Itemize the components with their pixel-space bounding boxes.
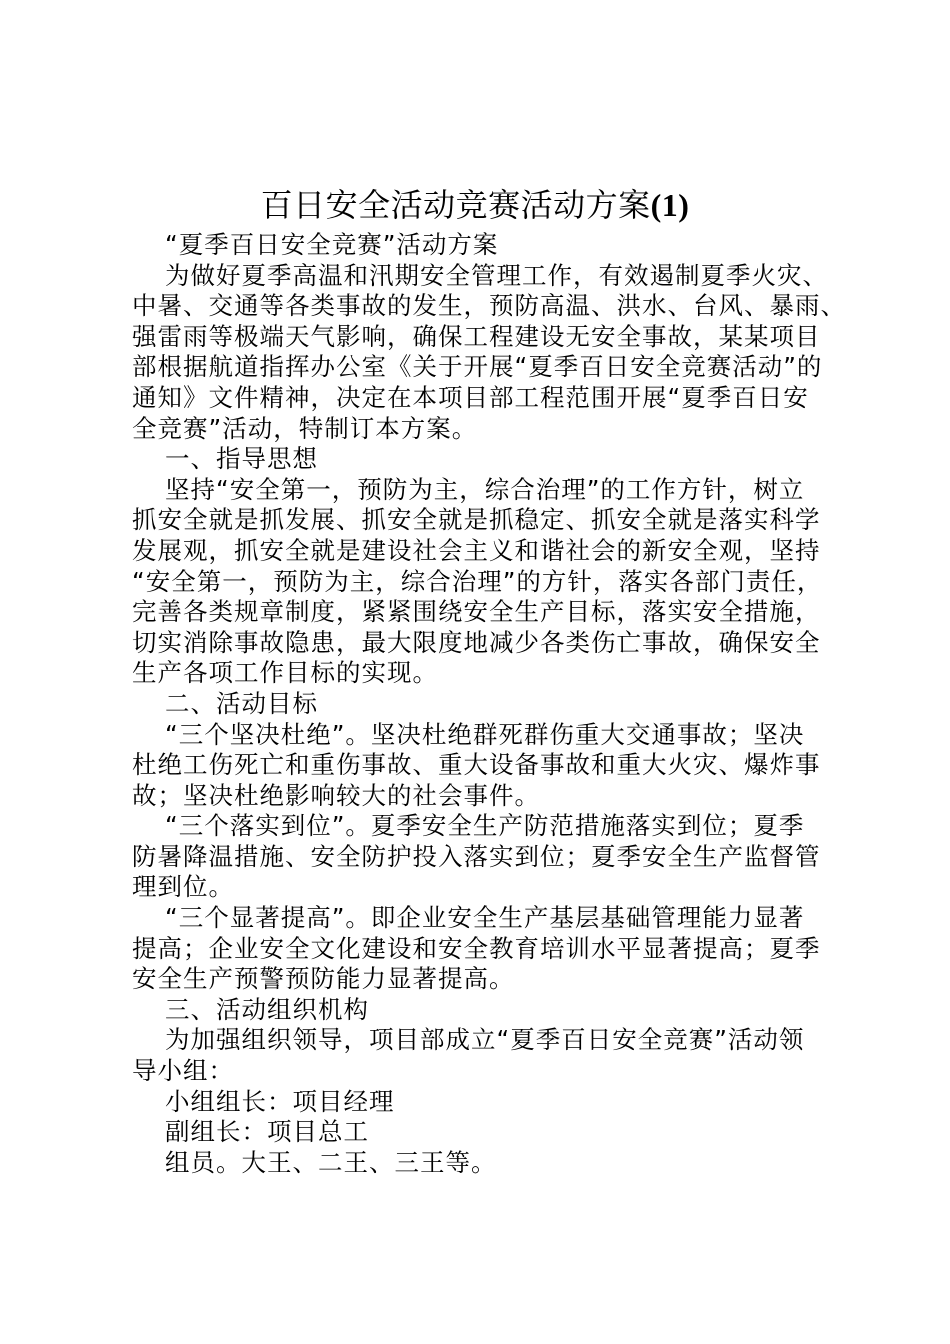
text-line: 通知》文件精神，决定在本项目部工程范围开展“夏季百日安 <box>132 382 809 412</box>
text-line: 故；坚决杜绝影响较大的社会事件。 <box>132 780 540 810</box>
text-line: “三个坚决杜绝”。坚决杜绝群死群伤重大交通事故；坚决 <box>165 719 805 749</box>
section-heading: 三、活动组织机构 <box>165 994 369 1024</box>
text-line: 中暑、交通等各类事故的发生，预防高温、洪水、台风、暴雨、 <box>132 291 846 321</box>
document-title <box>0 183 950 227</box>
text-line: 组员。大王、二王、三王等。 <box>165 1147 497 1177</box>
text-line: 杜绝工伤死亡和重伤事故、重大设备事故和重大火灾、爆炸事 <box>132 750 821 780</box>
text-line: “安全第一，预防为主，综合治理”的方针，落实各部门责任， <box>132 566 823 596</box>
section-heading: 一、指导思想 <box>165 444 318 474</box>
text-line: “三个落实到位”。夏季安全生产防范措施落实到位；夏季 <box>165 811 805 841</box>
title-text: 百日安全活动竞赛活动方案 <box>260 186 651 224</box>
text-line: 抓安全就是抓发展、抓安全就是抓稳定、抓安全就是落实科学 <box>132 505 821 535</box>
text-line: 导小组： <box>132 1056 234 1086</box>
text-line: 切实消除事故隐患，最大限度地减少各类伤亡事故，确保安全 <box>132 627 821 657</box>
text-line: 部根据航道指挥办公室《关于开展“夏季百日安全竞赛活动”的 <box>132 352 823 382</box>
text-line: 为做好夏季高温和汛期安全管理工作，有效遏制夏季火灾、 <box>165 260 828 290</box>
text-line: 为加强组织领导，项目部成立“夏季百日安全竞赛”活动领 <box>165 1025 805 1055</box>
text-line: 防暑降温措施、安全防护投入落实到位；夏季安全生产监督管 <box>132 841 821 871</box>
text-line: 理到位。 <box>132 872 234 902</box>
text-line: 发展观，抓安全就是建设社会主义和谐社会的新安全观，坚持 <box>132 535 821 565</box>
text-line: 坚持“安全第一，预防为主，综合治理”的工作方针，树立 <box>165 474 805 504</box>
title-suffix: (1) <box>650 187 690 223</box>
text-line: 生产各项工作目标的实现。 <box>132 658 438 688</box>
text-line: 强雷雨等极端天气影响，确保工程建设无安全事故，某某项目 <box>132 321 821 351</box>
document-body <box>132 230 846 1178</box>
text-line: 完善各类规章制度，紧紧围绕安全生产目标，落实安全措施， <box>132 597 821 627</box>
section-heading: 二、活动目标 <box>165 688 318 718</box>
text-line: 副组长：项目总工 <box>165 1117 369 1147</box>
text-line: 安全生产预警预防能力显著提高。 <box>132 964 515 994</box>
text-line: “夏季百日安全竞赛”活动方案 <box>165 230 499 259</box>
text-line: 小组组长：项目经理 <box>165 1086 395 1116</box>
text-line: 全竞赛”活动，特制订本方案。 <box>132 413 478 443</box>
text-line: “三个显著提高”。即企业安全生产基层基础管理能力显著 <box>165 903 805 933</box>
text-line: 提高；企业安全文化建设和安全教育培训水平显著提高；夏季 <box>132 933 821 963</box>
